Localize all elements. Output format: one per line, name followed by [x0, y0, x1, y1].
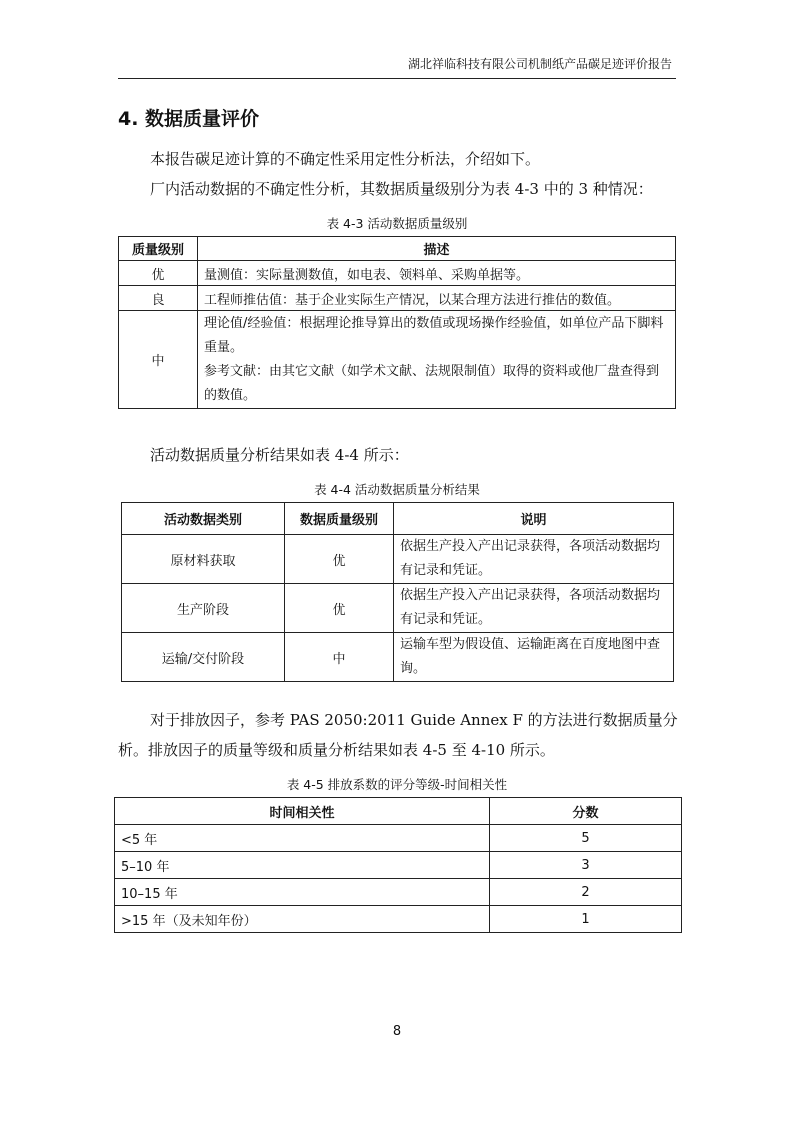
category-cell: 原材料获取 [122, 535, 285, 584]
note-cell: 依据生产投入产出记录获得，各项活动数据均有记录和凭证。 [394, 535, 674, 584]
score-cell: 2 [490, 879, 682, 906]
paragraph-quality-levels: 厂内活动数据的不确定性分析，其数据质量级别分为表 4-3 中的 3 种情况： [150, 180, 653, 198]
level-cell: 良 [119, 286, 198, 311]
level-cell: 中 [285, 633, 394, 682]
range-cell: 5–10 年 [115, 852, 490, 879]
header-cell: 活动数据类别 [122, 503, 285, 535]
section-title: 4. 数据质量评价 [118, 108, 260, 130]
header-cell: 说明 [394, 503, 674, 535]
table-4-3-caption: 表 4-3 活动数据质量级别 [326, 216, 468, 231]
table-header-row [115, 798, 682, 825]
paragraph-analysis-results: 活动数据质量分析结果如表 4-4 所示： [150, 446, 409, 464]
table-row [119, 261, 676, 286]
desc-cell: 量测值：实际量测数值，如电表、领料单、采购单据等。 [198, 261, 676, 286]
score-cell: 1 [490, 906, 682, 933]
header-cell: 质量级别 [119, 237, 198, 261]
page-number: 8 [392, 1024, 402, 1039]
category-cell: 运输/交付阶段 [122, 633, 285, 682]
header-cell: 时间相关性 [115, 798, 490, 825]
header-cell: 数据质量级别 [285, 503, 394, 535]
paragraph-intro: 本报告碳足迹计算的不确定性采用定性分析法，介绍如下。 [150, 150, 541, 168]
table-header-row [119, 237, 676, 261]
level-cell: 优 [285, 535, 394, 584]
note-cell: 依据生产投入产出记录获得，各项活动数据均有记录和凭证。 [394, 584, 674, 633]
level-cell: 中 [119, 311, 198, 409]
table-row [122, 584, 674, 633]
paragraph-emission-factors: 对于排放因子，参考 PAS 2050:2011 Guide Annex F 的方法进行数据质量分析。排放因子的质量等级和质量分析结果如表 4-5 至 4-10 所示。 [118, 711, 678, 759]
range-cell: <5 年 [115, 825, 490, 852]
table-row [119, 311, 676, 409]
table-4-4-caption: 表 4-4 活动数据质量分析结果 [314, 482, 480, 497]
range-cell: 10–15 年 [115, 879, 490, 906]
table-4-3 [118, 236, 676, 409]
desc-line: 参考文献：由其它文献（如学术文献、法规限制值）取得的资料或他厂盘查得到的数值。 [204, 363, 660, 403]
table-row [115, 879, 682, 906]
note-cell: 运输车型为假设值、运输距离在百度地图中查询。 [394, 633, 674, 682]
table-row [115, 825, 682, 852]
table-row [119, 286, 676, 311]
desc-line: 理论值/经验值：根据理论推导算出的数值或现场操作经验值，如单位产品下脚料重量。 [204, 315, 664, 355]
level-cell: 优 [285, 584, 394, 633]
table-header-row [122, 503, 674, 535]
header-cell: 分数 [490, 798, 682, 825]
desc-cell [198, 311, 676, 409]
table-4-4 [121, 502, 674, 682]
level-cell: 优 [119, 261, 198, 286]
header-rule [118, 78, 676, 79]
table-row [122, 535, 674, 584]
table-row [115, 852, 682, 879]
header-cell: 描述 [198, 237, 676, 261]
desc-cell: 工程师推估值：基于企业实际生产情况，以某合理方法进行推估的数值。 [198, 286, 676, 311]
range-cell: >15 年（及未知年份） [115, 906, 490, 933]
table-4-5 [114, 797, 682, 933]
header-title: 湖北祥临科技有限公司机制纸产品碳足迹评价报告 [407, 57, 672, 71]
table-4-5-caption: 表 4-5 排放系数的评分等级-时间相关性 [286, 777, 508, 792]
category-cell: 生产阶段 [122, 584, 285, 633]
page-header [0, 55, 794, 77]
table-row [115, 906, 682, 933]
score-cell: 3 [490, 852, 682, 879]
table-row [122, 633, 674, 682]
score-cell: 5 [490, 825, 682, 852]
